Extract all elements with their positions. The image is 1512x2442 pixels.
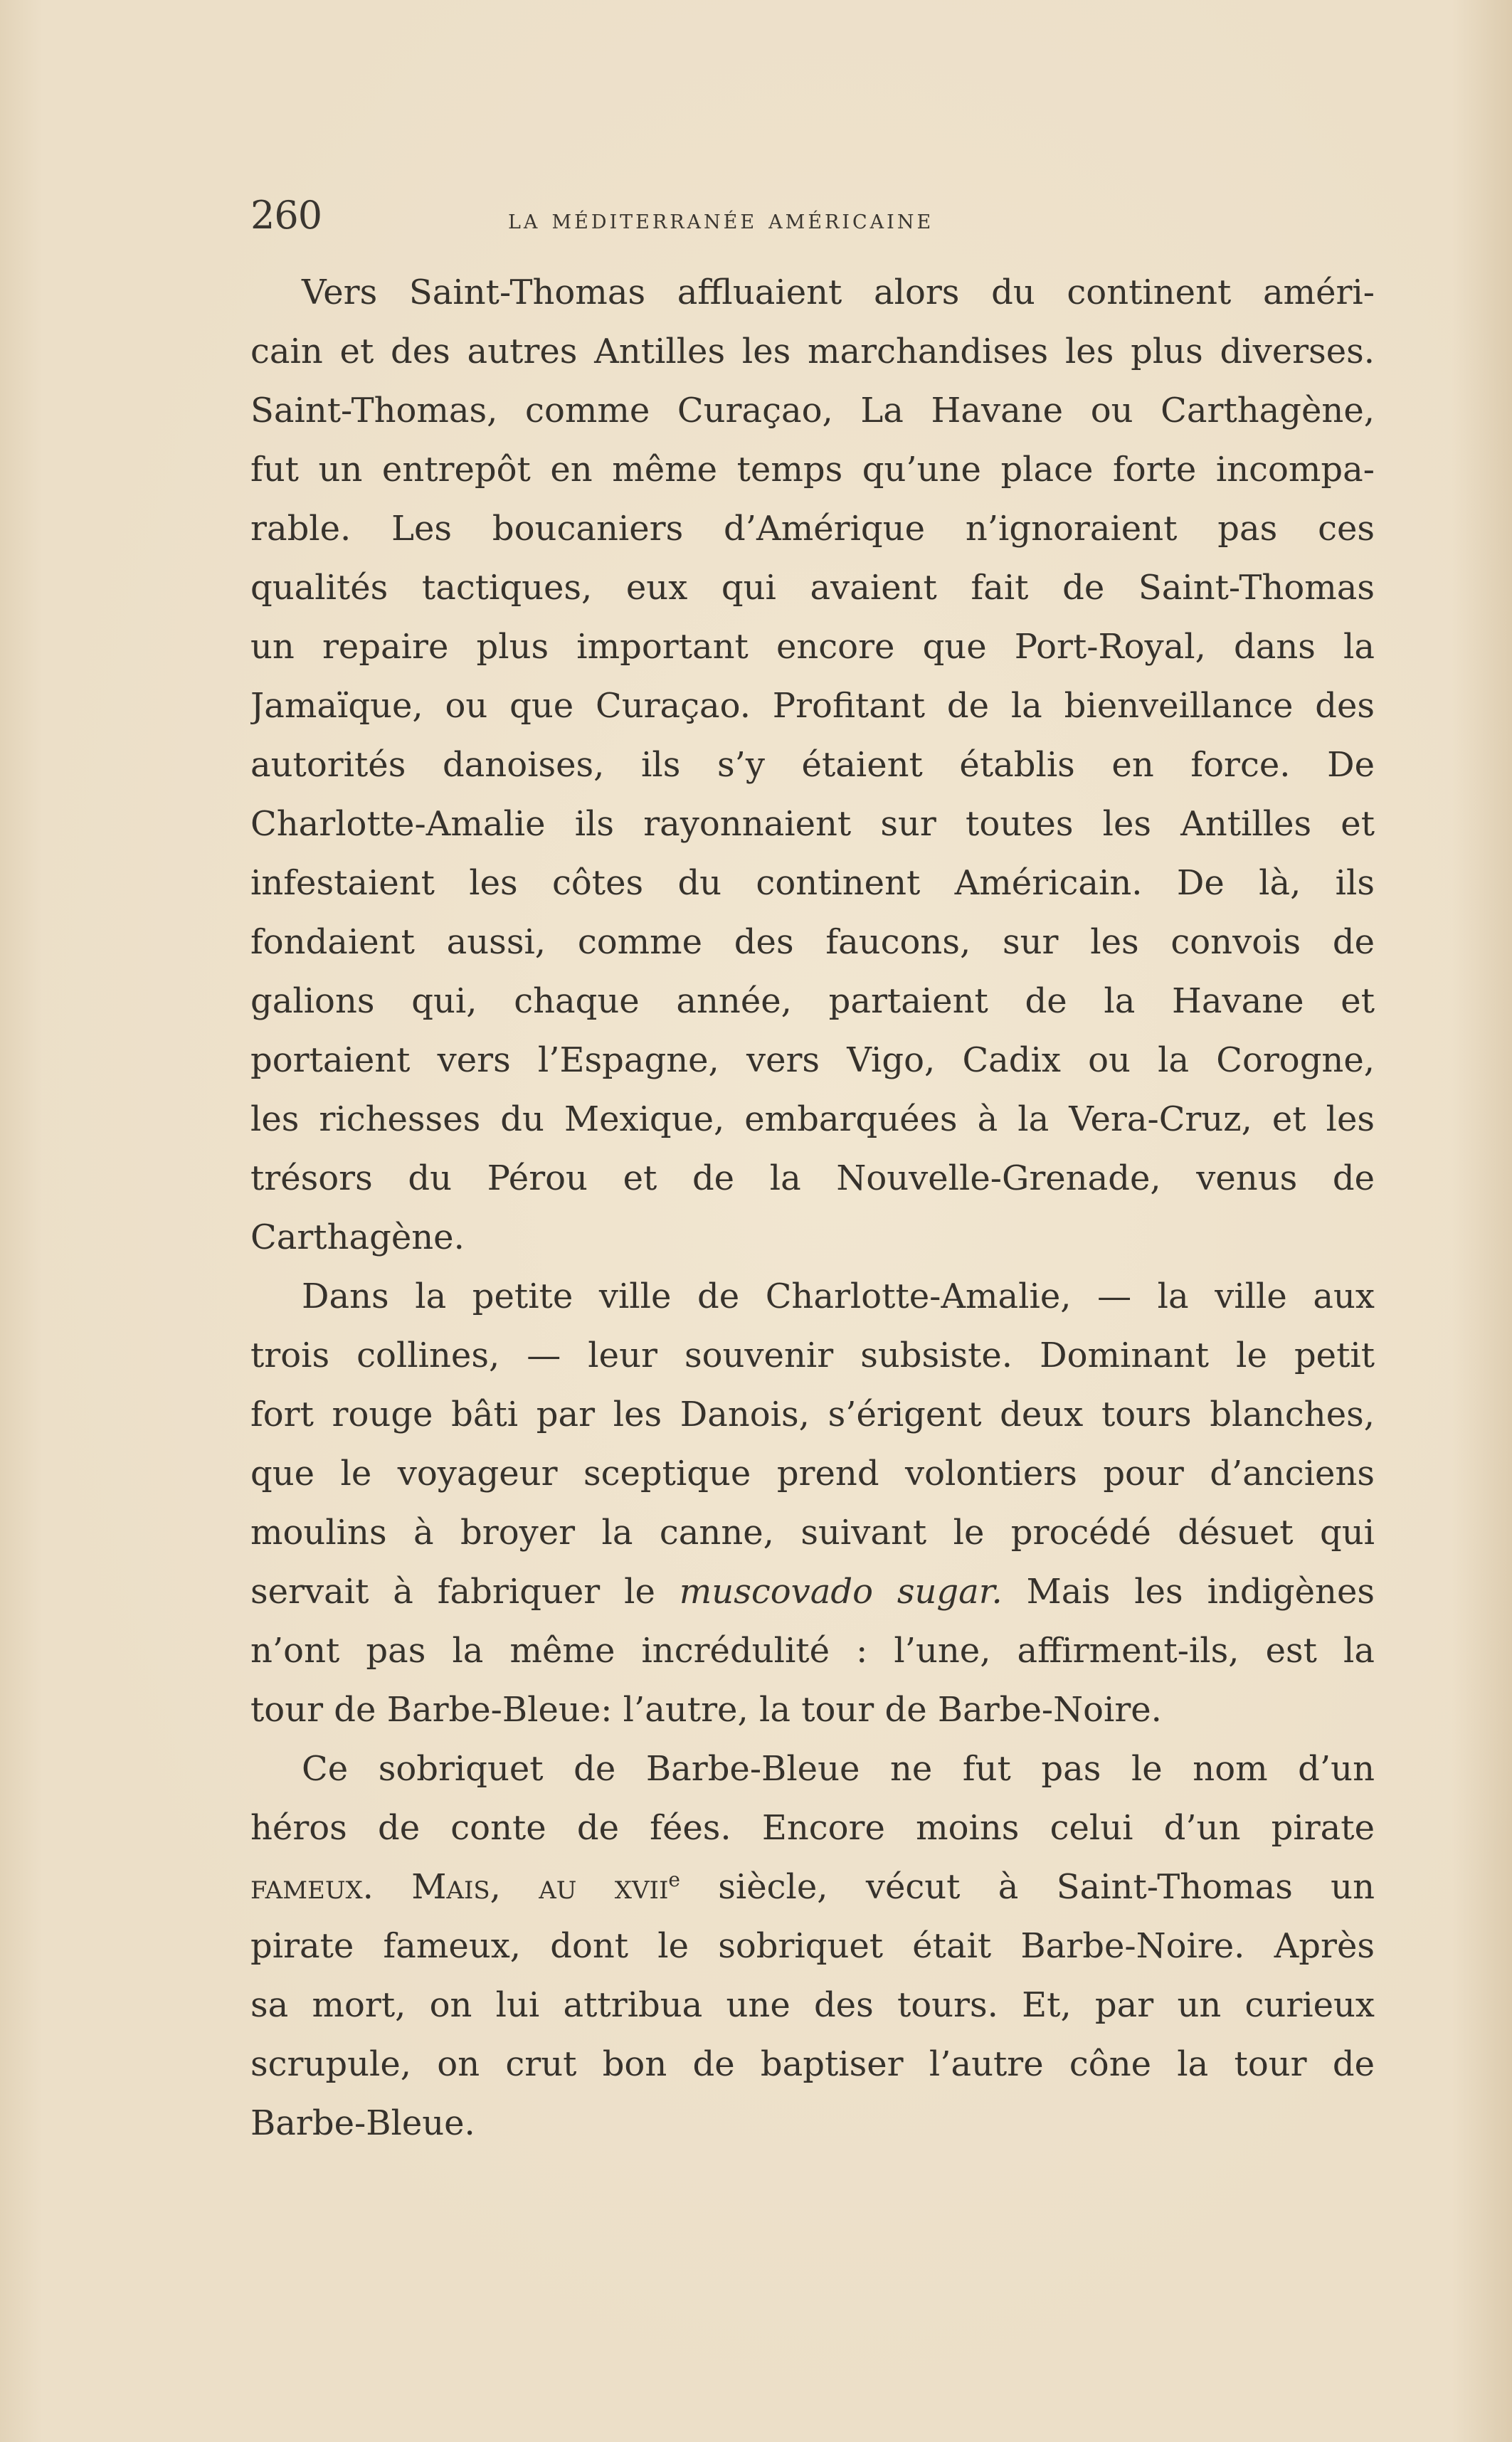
text-line: les richesses du Mexique, embarquées à la Vera-Cruz, et les — [250, 1099, 1375, 1139]
text-line: Jamaïque, ou que Curaçao. Profitant de la bienveillance des — [250, 686, 1375, 726]
text-line: héros de conte de fées. Encore moins celui d’un pirate — [250, 1808, 1375, 1848]
text-line: qualités tactiques, eux qui avaient fait de Saint-Thomas — [250, 568, 1375, 608]
body-text — [250, 263, 1375, 2153]
text-line: fondaient aussi, comme des faucons, sur les convois de — [250, 922, 1375, 962]
text-line: Vers Saint-Thomas affluaient alors du continent améri- — [302, 273, 1375, 312]
text-line: Saint-Thomas, comme Curaçao, La Havane ou Carthagène, — [250, 391, 1375, 430]
text-line: moulins à broyer la canne, suivant le procédé désuet qui — [250, 1513, 1375, 1553]
italic-term: muscovado sugar. — [679, 1572, 1003, 1612]
text-line: trois collines, — leur souvenir subsiste. Dominant le petit — [250, 1336, 1375, 1375]
text-line: sa mort, on lui attribua une des tours. Et, par un curieux — [250, 1985, 1375, 2025]
text-line: trésors du Pérou et de la Nouvelle-Grenade, venus de — [250, 1158, 1375, 1198]
text-segment: Mais les indigènes — [1026, 1572, 1375, 1612]
text-line: un repaire plus important encore que Port-Royal, dans la — [250, 627, 1375, 667]
text-line: rable. Les boucaniers d’Amérique n’ignoraient pas ces — [250, 509, 1375, 549]
text-line-mixed — [250, 1563, 1375, 1622]
text-line: Carthagène. — [250, 1217, 465, 1257]
text-line: fut un entrepôt en même temps qu’une place forte incompa- — [250, 450, 1375, 490]
text-line: Charlotte-Amalie ils rayonnaient sur toutes les Antilles et — [250, 804, 1375, 844]
text-line: portaient vers l’Espagne, vers Vigo, Cadix ou la Corogne, — [250, 1040, 1375, 1080]
text-line: fort rouge bâti par les Danois, s’érigent deux tours blanches, — [250, 1395, 1375, 1434]
page-number: 260 — [250, 193, 322, 238]
text-line: infestaient les côtes du continent Américain. De là, ils — [250, 863, 1375, 903]
text-line: que le voyageur sceptique prend volontiers pour d’anciens — [250, 1454, 1375, 1494]
text-segment: servait à fabriquer le — [250, 1572, 655, 1612]
text-line: pirate fameux, dont le sobriquet était Barbe-Noire. Après — [250, 1926, 1375, 1966]
text-line: Dans la petite ville de Charlotte-Amalie, — la ville aux — [302, 1276, 1375, 1316]
text-line: autorités danoises, ils s’y étaient établis en force. De — [250, 745, 1375, 785]
text-line: galions qui, chaque année, partaient de la Havane et — [250, 981, 1375, 1021]
text-line-mixed — [250, 1858, 1375, 1917]
running-title: la méditerranée américaine — [508, 204, 934, 235]
text-line: Ce sobriquet de Barbe-Bleue ne fut pas le nom d’un — [302, 1749, 1375, 1789]
running-head — [250, 191, 1247, 240]
text-line: cain et des autres Antilles les marchandises les plus diverses. — [250, 332, 1375, 371]
text-segment: siècle, vécut à Saint-Thomas un — [718, 1867, 1375, 1907]
superscript: e — [668, 1868, 680, 1891]
text-line: n’ont pas la même incrédulité : l’une, affirment-ils, est la — [250, 1631, 1375, 1671]
text-line: Barbe-Bleue. — [250, 2103, 475, 2143]
text-segment: fameux. Mais, au xvii — [250, 1867, 669, 1907]
text-line: tour de Barbe-Bleue: l’autre, la tour de Barbe-Noire. — [250, 1690, 1162, 1730]
text-line: scrupule, on crut bon de baptiser l’autre cône la tour de — [250, 2044, 1375, 2084]
